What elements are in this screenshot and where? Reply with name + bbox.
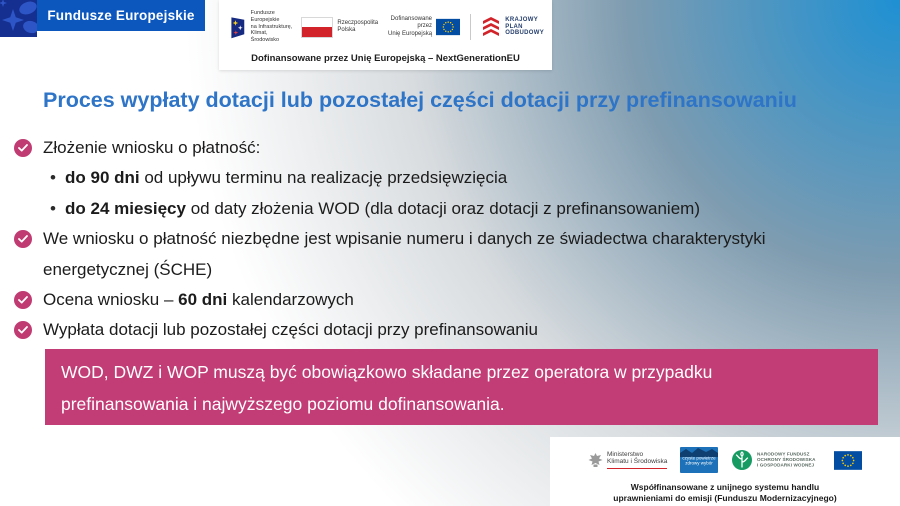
check-icon: [14, 291, 32, 309]
bullet-item-1: [14, 133, 864, 163]
poland-logo: [301, 17, 378, 38]
sub-bullet-text: [65, 194, 700, 224]
check-icon: [14, 321, 32, 339]
footer-caption: [550, 482, 900, 503]
bullet-text: Złożenie wniosku o płatność:: [43, 138, 261, 157]
bullet-bold: 60 dni: [178, 290, 228, 310]
sub-bullet-item-1: [14, 163, 864, 193]
nfos-line-2: OCHRONY ŚRODOWISKA: [757, 457, 816, 463]
ministry-underline: [607, 468, 667, 470]
kpo-line-2: PLAN: [505, 23, 523, 30]
bullet-pre: Ocena wniosku –: [43, 290, 179, 310]
sub-bullet-text: [65, 163, 507, 193]
sub-bullet-dot: •: [50, 198, 56, 218]
footer-caption-line-1: Współfinansowane z unijnego systemu handlu: [630, 482, 820, 492]
kpo-chevrons-icon: [481, 16, 501, 38]
eu-line-1: Dofinansowane przez: [390, 16, 433, 30]
top-logo-row: [219, 0, 552, 49]
czyste-powietrze-label: [682, 457, 716, 467]
footer-logo-panel: [550, 437, 900, 506]
callout-box: [45, 349, 878, 425]
kpo-label: [505, 17, 544, 37]
fe-flag-icon: [229, 13, 247, 41]
bullet-item-4: [14, 315, 864, 345]
ministry-line-2: Klimatu i Środowiska: [607, 458, 668, 466]
bullet-rest: kalendarzowych: [227, 290, 354, 310]
ministry-label: [607, 451, 667, 470]
kpo-line-1: KRAJOWY: [505, 16, 539, 23]
page-title: Proces wypłaty dotacji lub pozostałej części dotacji przy prefinansowaniu: [43, 88, 797, 112]
eu-funding-logo: [385, 16, 460, 38]
fe-program-logo: [229, 10, 294, 44]
callout-line-2: prefinansowania i najwyższego poziomu dofinansowania.: [61, 393, 505, 414]
bullet-text: Wypłata dotacji lub pozostałej części dotacji przy prefinansowaniu: [43, 320, 538, 340]
footer-logo-row: [550, 437, 900, 476]
kpo-logo: [481, 16, 544, 38]
nfos-line-1: NARODOWY FUNDUSZ: [757, 451, 810, 458]
kpo-line-3: ODBUDOWY: [505, 30, 544, 37]
brand-bar: [37, 0, 205, 31]
eu-funding-label: [385, 16, 432, 38]
check-icon: [14, 230, 32, 248]
ministry-line-1: Ministerstwo: [607, 450, 644, 458]
eu-line-2: Unię Europejską: [388, 30, 433, 37]
czyste-line-1: czyste powietrze: [682, 455, 716, 462]
sub-bullet-dot: •: [50, 168, 56, 188]
footer-caption-line-2: uprawnieniami do emisji (Funduszu Modernizacyjnego): [613, 492, 837, 503]
fe-emblem-icon: [0, 0, 37, 37]
eu-flag-icon: [436, 17, 460, 37]
logo-divider: [470, 14, 471, 40]
bullet-item-2: [14, 224, 864, 285]
top-caption: Dofinansowane przez Unię Europejską – NextGenerationEU: [251, 53, 520, 64]
tree-icon: [731, 449, 753, 471]
nfos-label: [757, 452, 816, 469]
czyste-line-2: zdrowy wybór: [685, 460, 714, 467]
fe-line-1: Fundusze Europejskie: [250, 10, 280, 23]
poland-flag-icon: [301, 17, 333, 38]
bullet-list: [14, 133, 864, 346]
eu-flag-icon: [834, 451, 862, 470]
bullet-item-3: [14, 285, 864, 315]
sub-bullet-bold: do 24 miesięcy: [65, 198, 186, 218]
top-logo-panel: [219, 0, 552, 70]
fe-line-2: na Infrastrukturę,: [250, 23, 293, 30]
sub-bullet-item-2: [14, 194, 864, 224]
sub-bullet-rest: od upływu terminu na realizację przedsięwzięcia: [139, 168, 508, 188]
eagle-icon: [588, 452, 603, 468]
ministry-logo: [588, 451, 667, 470]
poland-line-2: Polska: [337, 27, 356, 33]
czyste-powietrze-logo: [680, 447, 718, 473]
bullet-text: We wniosku o płatność niezbędne jest wpisanie numeru i danych ze świadectwa charakterystyki energetycznej (ŚCHE): [43, 229, 766, 279]
nfos-logo: [731, 449, 821, 471]
sub-bullet-rest: od daty złożenia WOD (dla dotacji oraz dotacji z prefinansowaniem): [185, 198, 700, 218]
poland-line-1: Rzeczpospolita: [337, 19, 379, 26]
fe-program-label: [251, 10, 295, 44]
sub-bullet-bold: do 90 dni: [65, 168, 140, 188]
poland-label: [337, 20, 378, 34]
fe-line-3: Klimat, Środowisko: [250, 30, 280, 44]
bullet-text: [43, 285, 863, 315]
callout-line-1: WOD, DWZ i WOP muszą być obowiązkowo składane przez operatora w przypadku: [61, 362, 713, 382]
check-icon: [14, 139, 32, 157]
brand-bar-label: Fundusze Europejskie: [47, 8, 195, 23]
nfos-line-3: I GOSPODARKI WODNEJ: [757, 462, 815, 469]
